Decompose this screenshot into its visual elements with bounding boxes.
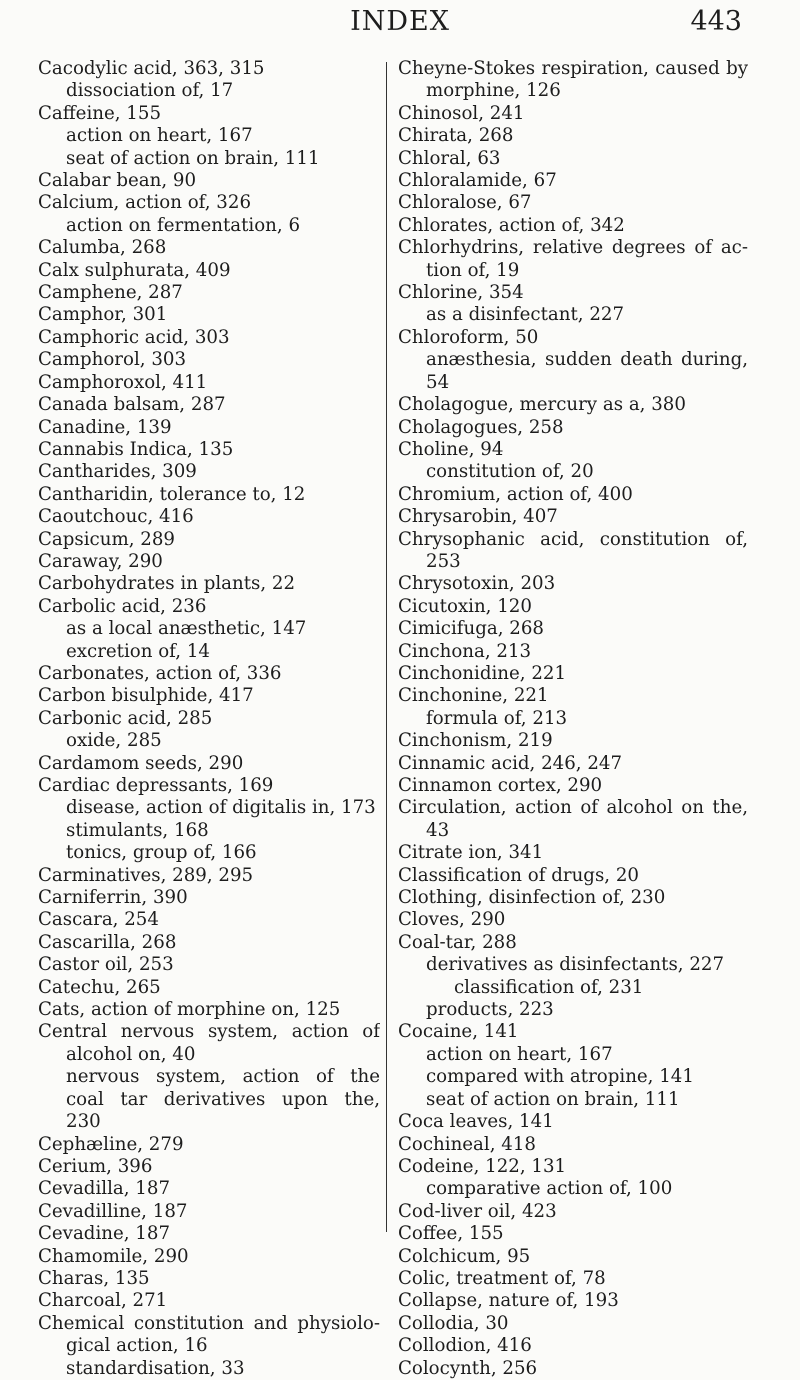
index-line: 43 bbox=[426, 819, 450, 841]
index-line: Cholagogue, mercury as a, 380 bbox=[398, 394, 686, 416]
index-line: dissociation of, 17 bbox=[66, 80, 234, 102]
index-line: as a local anæsthetic, 147 bbox=[66, 618, 307, 640]
index-line: Cinnamon cortex, 290 bbox=[398, 775, 603, 796]
index-line: Caraway, 290 bbox=[38, 550, 163, 572]
index-line: Cevadilline, 187 bbox=[38, 1200, 188, 1222]
index-line: Chloral, 63 bbox=[398, 147, 501, 169]
index-line: Cochineal, 418 bbox=[398, 1133, 536, 1155]
index-column-right bbox=[398, 58, 748, 1380]
index-line: Carniferrin, 390 bbox=[38, 887, 188, 909]
index-line: oxide, 285 bbox=[66, 730, 162, 752]
index-line: Colocynth, 256 bbox=[398, 1357, 538, 1379]
index-line: Chloroform, 50 bbox=[398, 326, 539, 348]
index-line: compared with atropine, 141 bbox=[426, 1066, 694, 1088]
index-line: Chemical constitution and physiolo- bbox=[38, 1312, 380, 1334]
index-line: Cascara, 254 bbox=[38, 909, 159, 931]
index-line: Cardiac depressants, 169 bbox=[38, 775, 274, 796]
index-line: anæsthesia, sudden death during, bbox=[426, 349, 748, 371]
index-line: Catechu, 265 bbox=[38, 976, 161, 998]
index-line: Classification of drugs, 20 bbox=[398, 864, 639, 886]
index-line: Chloralamide, 67 bbox=[398, 170, 557, 192]
index-line: Cheyne-Stokes respiration, caused by bbox=[398, 58, 748, 79]
index-line: formula of, 213 bbox=[426, 707, 568, 729]
index-line: Collodion, 416 bbox=[398, 1335, 532, 1357]
index-line: Codeine, 122, 131 bbox=[398, 1155, 567, 1177]
index-line: standardisation, 33 bbox=[66, 1357, 245, 1379]
index-line: 54 bbox=[426, 371, 450, 393]
index-line: Central nervous system, action of bbox=[38, 1021, 380, 1043]
index-line: coal tar derivatives upon the, bbox=[66, 1088, 380, 1110]
index-line: constitution of, 20 bbox=[426, 461, 594, 483]
index-line: seat of action on brain, 111 bbox=[66, 147, 320, 169]
index-line: Choline, 94 bbox=[398, 438, 504, 460]
index-line: Cacodylic acid, 363, 315 bbox=[38, 58, 265, 79]
index-line: Cannabis Indica, 135 bbox=[38, 438, 234, 460]
index-line: tion of, 19 bbox=[426, 259, 520, 281]
index-line: Cholagogues, 258 bbox=[398, 416, 564, 438]
index-line: Colchicum, 95 bbox=[398, 1245, 531, 1267]
index-line: Castor oil, 253 bbox=[38, 954, 174, 976]
index-line: Carbohydrates in plants, 22 bbox=[38, 573, 296, 595]
index-line: Cats, action of morphine on, 125 bbox=[38, 999, 341, 1021]
index-line: Camphoroxol, 411 bbox=[38, 371, 208, 393]
index-line: action on heart, 167 bbox=[426, 1043, 613, 1065]
index-line: Cimicifuga, 268 bbox=[398, 618, 545, 640]
index-line: Cicutoxin, 120 bbox=[398, 595, 532, 617]
index-line: Cevadine, 187 bbox=[38, 1223, 171, 1245]
index-line: Cod-liver oil, 423 bbox=[398, 1200, 557, 1222]
index-line: Chirata, 268 bbox=[398, 125, 514, 147]
index-line: Cinchona, 213 bbox=[398, 640, 532, 662]
index-line: gical action, 16 bbox=[66, 1335, 208, 1357]
index-line: stimulants, 168 bbox=[66, 819, 209, 841]
index-line: Coca leaves, 141 bbox=[398, 1111, 554, 1133]
index-line: alcohol on, 40 bbox=[66, 1043, 196, 1065]
index-line: Carbon bisulphide, 417 bbox=[38, 685, 254, 707]
index-line: disease, action of digitalis in, 173 bbox=[66, 797, 376, 819]
index-line: as a disinfectant, 227 bbox=[426, 304, 625, 326]
index-line: Cardamom seeds, 290 bbox=[38, 752, 244, 774]
index-line: Coffee, 155 bbox=[398, 1223, 504, 1245]
index-line: Cocaine, 141 bbox=[398, 1021, 519, 1043]
index-line: Chinosol, 241 bbox=[398, 102, 525, 124]
index-line: Calx sulphurata, 409 bbox=[38, 259, 231, 281]
index-line: Circulation, action of alcohol on the, bbox=[398, 797, 748, 819]
index-line: Carbonic acid, 285 bbox=[38, 707, 213, 729]
index-line: 230 bbox=[66, 1111, 101, 1133]
index-line: excretion of, 14 bbox=[66, 640, 210, 662]
index-line: Camphor, 301 bbox=[38, 304, 168, 326]
index-line: Calcium, action of, 326 bbox=[38, 192, 252, 214]
index-line: classification of, 231 bbox=[454, 976, 644, 998]
running-title: INDEX bbox=[350, 6, 450, 37]
index-line: Capsicum, 289 bbox=[38, 528, 175, 550]
index-line: Cinnamic acid, 246, 247 bbox=[398, 752, 623, 774]
index-line: Caoutchouc, 416 bbox=[38, 506, 194, 528]
index-line: Calabar bean, 90 bbox=[38, 170, 197, 192]
index-line: Chlorates, action of, 342 bbox=[398, 214, 625, 236]
index-line: derivatives as disinfectants, 227 bbox=[426, 954, 725, 976]
index-line: Clothing, disinfection of, 230 bbox=[398, 887, 666, 909]
index-line: Canadine, 139 bbox=[38, 416, 172, 438]
index-line: Cinchonine, 221 bbox=[398, 685, 549, 707]
index-line: Canada balsam, 287 bbox=[38, 394, 226, 416]
index-column-left bbox=[38, 58, 380, 1380]
index-line: action on heart, 167 bbox=[66, 125, 253, 147]
index-line: 253 bbox=[426, 550, 461, 572]
index-line: morphine, 126 bbox=[426, 80, 561, 102]
page-header bbox=[0, 6, 800, 46]
column-divider bbox=[386, 62, 387, 1232]
index-line: Carbonates, action of, 336 bbox=[38, 662, 282, 684]
page-number: 443 bbox=[690, 6, 742, 37]
index-line: Cantharidin, tolerance to, 12 bbox=[38, 483, 306, 505]
index-line: Cerium, 396 bbox=[38, 1155, 153, 1177]
index-line: comparative action of, 100 bbox=[426, 1178, 673, 1200]
index-line: Chrysophanic acid, constitution of, bbox=[398, 528, 748, 550]
index-line: Colic, treatment of, 78 bbox=[398, 1267, 606, 1289]
index-line: Chrysarobin, 407 bbox=[398, 506, 558, 528]
index-line: Chlorine, 354 bbox=[398, 282, 524, 304]
index-line: Calumba, 268 bbox=[38, 237, 167, 259]
index-line: Chlorhydrins, relative degrees of ac- bbox=[398, 237, 748, 259]
index-line: Cinchonism, 219 bbox=[398, 730, 553, 752]
index-line: Chloralose, 67 bbox=[398, 192, 532, 214]
index-line: seat of action on brain, 111 bbox=[426, 1088, 680, 1110]
index-line: nervous system, action of the bbox=[66, 1066, 380, 1088]
index-line: Citrate ion, 341 bbox=[398, 842, 544, 864]
index-line: Cascarilla, 268 bbox=[38, 931, 177, 953]
index-line: Chromium, action of, 400 bbox=[398, 483, 633, 505]
index-line: Cantharides, 309 bbox=[38, 461, 197, 483]
index-line: Charcoal, 271 bbox=[38, 1290, 168, 1312]
index-line: Carminatives, 289, 295 bbox=[38, 864, 254, 886]
index-line: tonics, group of, 166 bbox=[66, 842, 257, 864]
index-line: Cephæline, 279 bbox=[38, 1133, 184, 1155]
index-line: Coal-tar, 288 bbox=[398, 931, 517, 953]
index-line: Carbolic acid, 236 bbox=[38, 595, 207, 617]
index-line: Charas, 135 bbox=[38, 1267, 150, 1289]
index-line: Collodia, 30 bbox=[398, 1312, 509, 1334]
index-line: products, 223 bbox=[426, 999, 554, 1021]
index-line: Chrysotoxin, 203 bbox=[398, 573, 556, 595]
index-line: Caffeine, 155 bbox=[38, 102, 162, 124]
index-line: Camphorol, 303 bbox=[38, 349, 187, 371]
index-line: Cloves, 290 bbox=[398, 909, 506, 931]
index-line: Camphoric acid, 303 bbox=[38, 326, 230, 348]
index-line: Cinchonidine, 221 bbox=[398, 662, 567, 684]
index-line: Camphene, 287 bbox=[38, 282, 183, 304]
index-line: Cevadilla, 187 bbox=[38, 1178, 171, 1200]
index-line: Chamomile, 290 bbox=[38, 1245, 189, 1267]
index-line: action on fermentation, 6 bbox=[66, 214, 301, 236]
index-line: Collapse, nature of, 193 bbox=[398, 1290, 619, 1312]
